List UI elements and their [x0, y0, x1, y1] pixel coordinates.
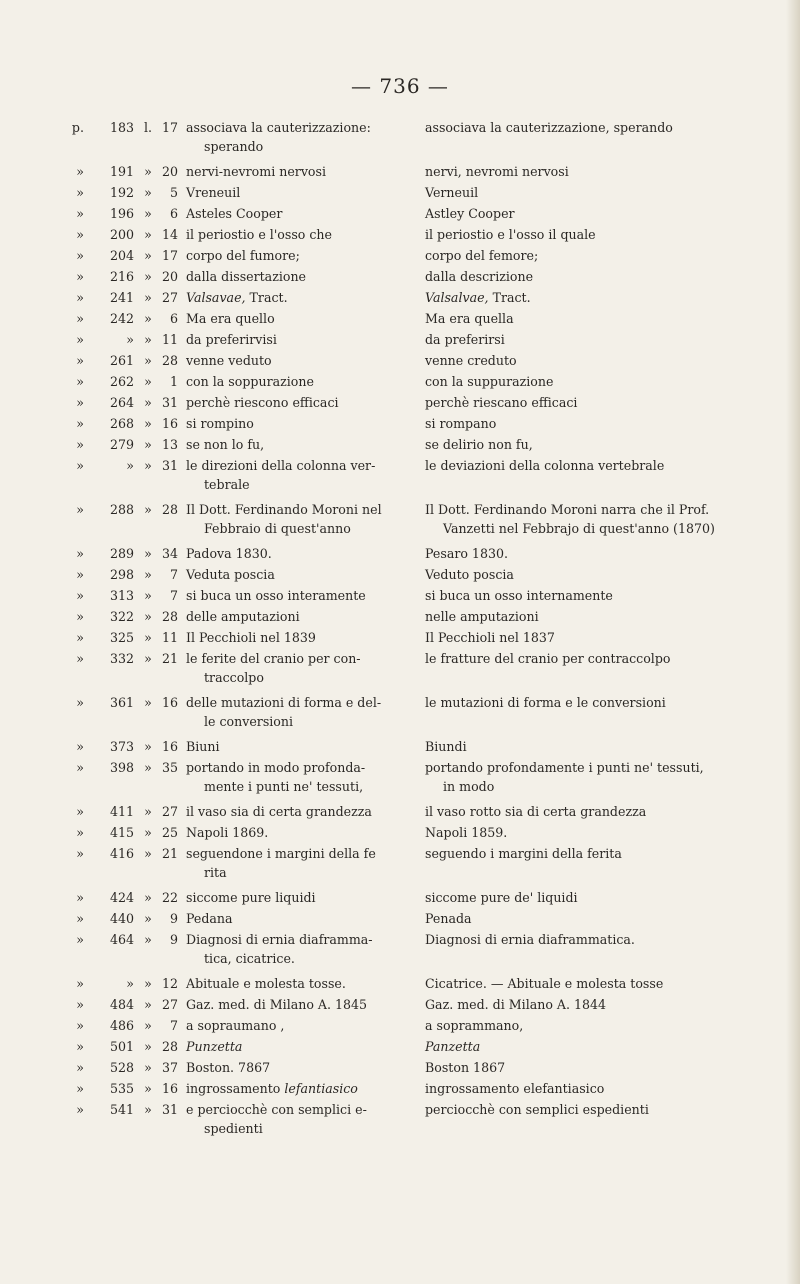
correction-text: si rompano — [425, 416, 497, 431]
error-text: Il Dott. Ferdinando Moroni nel Febbraio di quest'anno — [186, 502, 382, 536]
line-abbrev: » — [144, 567, 152, 582]
error-text: il periostio e l'osso che — [186, 227, 332, 242]
error-text: nervi-nevromi nervosi — [186, 164, 327, 179]
line-abbrev: » — [144, 416, 152, 431]
page-ref: 191 — [109, 164, 134, 179]
line-abbrev: » — [144, 1060, 152, 1075]
page-ref: 322 — [109, 609, 134, 624]
prefix: » — [76, 416, 84, 431]
correction-text: il vaso rotto sia di certa grandezza — [425, 804, 647, 819]
line-abbrev: » — [144, 185, 152, 200]
prefix: » — [76, 1081, 84, 1096]
page-ref: 411 — [109, 804, 134, 819]
page-ref: 313 — [109, 588, 134, 603]
line-abbrev: » — [144, 804, 152, 819]
prefix: » — [76, 206, 84, 221]
line-ref: 17 — [161, 120, 178, 135]
page-ref: 325 — [109, 630, 134, 645]
line-ref: 37 — [161, 1060, 178, 1075]
page-ref: 398 — [109, 760, 134, 775]
prefix: » — [76, 567, 84, 582]
line-ref: 27 — [161, 290, 178, 305]
line-abbrev: » — [144, 546, 152, 561]
page-ref: 486 — [109, 1018, 134, 1033]
page-ref: 415 — [109, 825, 134, 840]
line-abbrev: » — [144, 395, 152, 410]
error-text: venne veduto — [186, 353, 272, 368]
line-abbrev: » — [144, 997, 152, 1012]
prefix: » — [76, 890, 84, 905]
error-text: con la soppurazione — [186, 374, 314, 389]
correction-text: ingrossamento elefantiasico — [425, 1081, 605, 1096]
page-ref: 289 — [109, 546, 134, 561]
error-text: portando in modo profonda- mente i punti ne' tessuti, — [186, 760, 366, 794]
line-abbrev: » — [144, 164, 152, 179]
correction-text: a soprammano, — [425, 1018, 524, 1033]
prefix: » — [76, 760, 84, 775]
correction-text: da preferirsi — [425, 332, 505, 347]
page-ref: » — [126, 976, 134, 991]
prefix: » — [76, 269, 84, 284]
error-text: Abituale e molesta tosse. — [186, 976, 346, 991]
line-abbrev: » — [144, 437, 152, 452]
error-text: le direzioni della colonna ver- tebrale — [186, 458, 376, 492]
page-ref: 440 — [109, 911, 134, 926]
line-ref: 21 — [161, 651, 178, 666]
error-text: Boston. 7867 — [186, 1060, 271, 1075]
prefix: » — [76, 1102, 84, 1117]
line-abbrev: » — [144, 911, 152, 926]
line-abbrev: » — [144, 458, 152, 473]
correction-text: Il Pecchioli nel 1837 — [425, 630, 555, 645]
page-ref: 241 — [109, 290, 134, 305]
error-text: Veduta poscia — [186, 567, 275, 582]
correction-text: Panzetta — [425, 1039, 481, 1054]
error-text: da preferirvisi — [186, 332, 277, 347]
page-ref: 332 — [109, 651, 134, 666]
prefix: » — [76, 374, 84, 389]
error-text: Ma era quello — [186, 311, 275, 326]
page-ref: 298 — [109, 567, 134, 582]
correction-text: Gaz. med. di Milano A. 1844 — [425, 997, 607, 1012]
prefix: » — [76, 227, 84, 242]
correction-text: le fratture del cranio per contraccolpo — [425, 651, 671, 666]
line-ref: 5 — [169, 185, 178, 200]
line-ref: 28 — [161, 502, 178, 517]
correction-text: Penada — [425, 911, 472, 926]
correction-text: Napoli 1859. — [425, 825, 508, 840]
correction-text: Ma era quella — [425, 311, 514, 326]
error-text: Valsavae, Tract. — [186, 290, 288, 305]
line-abbrev: » — [144, 739, 152, 754]
correction-text: Verneuil — [425, 185, 479, 200]
line-ref: 20 — [161, 269, 178, 284]
line-abbrev: » — [144, 1018, 152, 1033]
page-ref: 361 — [109, 695, 134, 710]
line-ref: 17 — [161, 248, 178, 263]
line-ref: 20 — [161, 164, 178, 179]
line-ref: 34 — [161, 546, 178, 561]
correction-text: il periostio e l'osso il quale — [425, 227, 596, 242]
page-ref: 196 — [109, 206, 134, 221]
error-text: Biuni — [186, 739, 220, 754]
prefix: » — [76, 976, 84, 991]
line-abbrev: » — [144, 227, 152, 242]
line-ref: 16 — [161, 1081, 178, 1096]
line-ref: 14 — [161, 227, 178, 242]
error-text: Vreneuil — [186, 185, 241, 200]
prefix: » — [76, 332, 84, 347]
correction-text: se delirio non fu, — [425, 437, 533, 452]
correction-text: seguendo i margini della ferita — [425, 846, 622, 861]
correction-text: nervi, nevromi nervosi — [425, 164, 569, 179]
line-abbrev: » — [144, 588, 152, 603]
correction-text: siccome pure de' liquidi — [425, 890, 578, 905]
prefix: » — [76, 546, 84, 561]
correction-text: le mutazioni di forma e le conversioni — [425, 695, 666, 710]
line-ref: 28 — [161, 609, 178, 624]
line-ref: 16 — [161, 416, 178, 431]
error-text: Asteles Cooper — [186, 206, 283, 221]
page-ref: 204 — [109, 248, 134, 263]
line-abbrev: » — [144, 311, 152, 326]
error-text: Pedana — [186, 911, 233, 926]
correction-text: dalla descrizione — [425, 269, 534, 284]
page-ref: 416 — [109, 846, 134, 861]
page-ref: 261 — [109, 353, 134, 368]
page-ref: 424 — [109, 890, 134, 905]
prefix: » — [76, 1018, 84, 1033]
correction-text: Pesaro 1830. — [425, 546, 508, 561]
page-ref: 484 — [109, 997, 134, 1012]
error-text: Il Pecchioli nel 1839 — [186, 630, 316, 645]
error-text: siccome pure liquidi — [186, 890, 316, 905]
line-ref: 21 — [161, 846, 178, 861]
line-ref: 6 — [169, 311, 178, 326]
line-abbrev: » — [144, 502, 152, 517]
line-abbrev: » — [144, 932, 152, 947]
page-ref: » — [126, 332, 134, 347]
line-ref: 35 — [161, 760, 178, 775]
correction-text: portando profondamente i punti ne' tessuti, in modo — [425, 760, 704, 794]
prefix: » — [76, 395, 84, 410]
error-text: Punzetta — [186, 1039, 243, 1054]
prefix: » — [76, 437, 84, 452]
line-abbrev: » — [144, 269, 152, 284]
error-text: il vaso sia di certa grandezza — [186, 804, 372, 819]
correction-text: Veduto poscia — [425, 567, 514, 582]
page-ref: 535 — [109, 1081, 134, 1096]
line-abbrev: » — [144, 290, 152, 305]
line-ref: 16 — [161, 695, 178, 710]
correction-text: perciocchè con semplici espedienti — [425, 1102, 649, 1117]
line-abbrev: » — [144, 1102, 152, 1117]
correction-text: corpo del femore; — [425, 248, 539, 263]
prefix: » — [76, 932, 84, 947]
error-text: a sopraumano , — [186, 1018, 285, 1033]
line-ref: 9 — [169, 932, 178, 947]
error-text: associava la cauterizzazione: sperando — [186, 120, 371, 154]
error-text: si rompino — [186, 416, 254, 431]
prefix: » — [76, 502, 84, 517]
page-ref: 288 — [109, 502, 134, 517]
prefix: » — [76, 248, 84, 263]
prefix: » — [76, 185, 84, 200]
line-ref: 12 — [161, 976, 178, 991]
error-text: seguendone i margini della fe rita — [186, 846, 376, 880]
line-ref: 27 — [161, 804, 178, 819]
correction-text: Valsalvae, Tract. — [425, 290, 531, 305]
line-abbrev: » — [144, 651, 152, 666]
page-ref: 216 — [109, 269, 134, 284]
line-abbrev: l. — [143, 120, 153, 135]
prefix: p. — [71, 120, 84, 135]
correction-text: Cicatrice. — Abituale e molesta tosse — [425, 976, 664, 991]
prefix: » — [76, 609, 84, 624]
prefix: » — [76, 458, 84, 473]
page-ref: 183 — [109, 120, 134, 135]
correction-text: nelle amputazioni — [425, 609, 539, 624]
error-text: corpo del fumore; — [186, 248, 300, 263]
line-abbrev: » — [144, 760, 152, 775]
line-ref: 7 — [169, 588, 178, 603]
correction-text: con la suppurazione — [425, 374, 554, 389]
line-ref: 11 — [161, 332, 178, 347]
line-ref: 31 — [161, 395, 178, 410]
page-ref: 242 — [109, 311, 134, 326]
prefix: » — [76, 1060, 84, 1075]
prefix: » — [76, 804, 84, 819]
correction-text: Diagnosi di ernia diaframmatica. — [425, 932, 635, 947]
prefix: » — [76, 290, 84, 305]
line-ref: 28 — [161, 1039, 178, 1054]
page-ref: 264 — [109, 395, 134, 410]
line-ref: 13 — [161, 437, 178, 452]
line-abbrev: » — [144, 1081, 152, 1096]
error-text: se non lo fu, — [186, 437, 265, 452]
line-ref: 16 — [161, 739, 178, 754]
prefix: » — [76, 353, 84, 368]
line-ref: 31 — [161, 1102, 178, 1117]
error-text: si buca un osso interamente — [186, 588, 366, 603]
correction-text: associava la cauterizzazione, sperando — [425, 120, 673, 135]
line-ref: 28 — [161, 353, 178, 368]
error-text: perchè riescono efficaci — [186, 395, 339, 410]
prefix: » — [76, 825, 84, 840]
error-text: ingrossamento lefantiasico — [186, 1081, 358, 1096]
page-ref: 268 — [109, 416, 134, 431]
prefix: » — [76, 911, 84, 926]
prefix: » — [76, 588, 84, 603]
line-ref: 6 — [169, 206, 178, 221]
page-ref: 541 — [109, 1102, 134, 1117]
line-abbrev: » — [144, 825, 152, 840]
page-ref: 464 — [109, 932, 134, 947]
correction-text: le deviazioni della colonna vertebrale — [425, 458, 665, 473]
error-text: le ferite del cranio per con- traccolpo — [186, 651, 361, 685]
prefix: » — [76, 997, 84, 1012]
line-abbrev: » — [144, 353, 152, 368]
page-ref: 192 — [109, 185, 134, 200]
line-abbrev: » — [144, 374, 152, 389]
line-abbrev: » — [144, 976, 152, 991]
correction-text: perchè riescano efficaci — [425, 395, 578, 410]
line-ref: 7 — [169, 1018, 178, 1033]
prefix: » — [76, 164, 84, 179]
error-text: Diagnosi di ernia diaframma- tica, cicatrice. — [186, 932, 373, 966]
line-ref: 11 — [161, 630, 178, 645]
prefix: » — [76, 630, 84, 645]
correction-text: Il Dott. Ferdinando Moroni narra che il Prof. Vanzetti nel Febbrajo di quest'anno (1870) — [425, 502, 715, 536]
error-text: delle amputazioni — [186, 609, 300, 624]
line-abbrev: » — [144, 248, 152, 263]
prefix: » — [76, 846, 84, 861]
correction-text: Boston 1867 — [425, 1060, 506, 1075]
line-ref: 22 — [161, 890, 178, 905]
line-ref: 7 — [169, 567, 178, 582]
line-abbrev: » — [144, 609, 152, 624]
correction-text: Astley Cooper — [425, 206, 515, 221]
page-ref: » — [126, 458, 134, 473]
page-ref: 279 — [109, 437, 134, 452]
line-abbrev: » — [144, 846, 152, 861]
page-ref: 200 — [109, 227, 134, 242]
line-abbrev: » — [144, 890, 152, 905]
line-ref: 31 — [161, 458, 178, 473]
correction-text: si buca un osso internamente — [425, 588, 613, 603]
line-abbrev: » — [144, 332, 152, 347]
error-text: Padova 1830. — [186, 546, 272, 561]
page-ref: 262 — [109, 374, 134, 389]
line-ref: 1 — [169, 374, 178, 389]
page-ref: 528 — [109, 1060, 134, 1075]
correction-text: venne creduto — [425, 353, 517, 368]
prefix: » — [76, 311, 84, 326]
page-number: — 736 — — [351, 74, 449, 98]
line-ref: 9 — [169, 911, 178, 926]
prefix: » — [76, 1039, 84, 1054]
error-text: Gaz. med. di Milano A. 1845 — [186, 997, 368, 1012]
error-text: e perciocchè con semplici e- spedienti — [186, 1102, 367, 1136]
prefix: » — [76, 651, 84, 666]
page-ref: 501 — [109, 1039, 134, 1054]
prefix: » — [76, 695, 84, 710]
line-abbrev: » — [144, 206, 152, 221]
error-text: dalla dissertazione — [186, 269, 307, 284]
page-edge-shadow — [786, 0, 800, 1284]
prefix: » — [76, 739, 84, 754]
page-ref: 373 — [109, 739, 134, 754]
line-abbrev: » — [144, 1039, 152, 1054]
error-text: Napoli 1869. — [186, 825, 269, 840]
line-ref: 25 — [161, 825, 178, 840]
line-abbrev: » — [144, 630, 152, 645]
correction-text: Biundi — [425, 739, 467, 754]
line-abbrev: » — [144, 695, 152, 710]
line-ref: 27 — [161, 997, 178, 1012]
error-text: delle mutazioni di forma e del- le conversioni — [186, 695, 382, 729]
